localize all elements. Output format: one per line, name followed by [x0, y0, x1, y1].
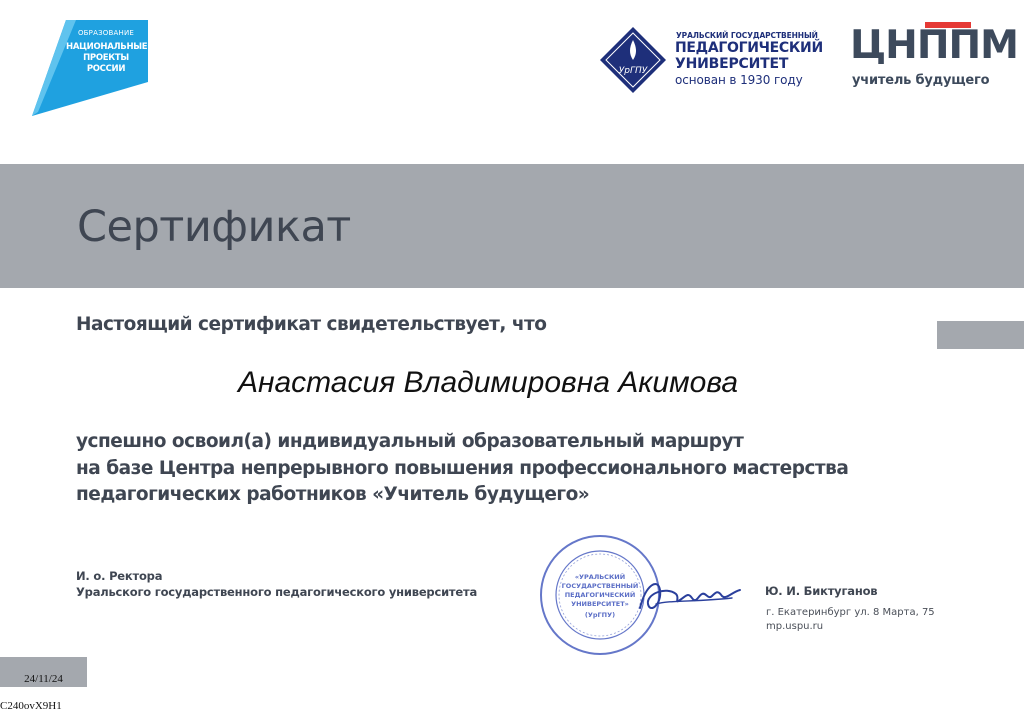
uspu-line3: УНИВЕРСИТЕТ — [675, 56, 789, 72]
svg-text:УНИВЕРСИТЕТ»: УНИВЕРСИТЕТ» — [571, 600, 629, 608]
natproj-line3: РОССИИ — [86, 64, 126, 74]
natproj-line1: НАЦИОНАЛЬНЫЕ — [66, 42, 148, 52]
certificate-body-line1: успешно освоил(а) индивидуальный образовательный маршрут — [76, 431, 744, 452]
certificate-body-line3: педагогических работников «Учитель будущего» — [76, 484, 590, 505]
uspu-founded: основан в 1930 году — [675, 73, 803, 87]
svg-text:ПЕДАГОГИЧЕСКИЙ: ПЕДАГОГИЧЕСКИЙ — [564, 591, 636, 599]
uspu-line2: ПЕДАГОГИЧЕСКИЙ — [675, 40, 823, 56]
recipient-name: Анастасия Владимировна Акимова — [237, 366, 739, 399]
natproj-top-text: ОБРАЗОВАНИЕ — [77, 29, 135, 37]
natproj-line2: ПРОЕКТЫ — [83, 53, 129, 63]
issue-date: 24/11/24 — [24, 673, 63, 685]
cnppm-tagline: учитель будущего — [852, 73, 990, 88]
svg-text:ГОСУДАРСТВЕННЫЙ: ГОСУДАРСТВЕННЫЙ — [561, 582, 639, 590]
address-text: г. Екатеринбург ул. 8 Марта, 75 — [766, 607, 935, 618]
signer-name: Ю. И. Биктуганов — [765, 584, 878, 598]
certificate-title: Сертификат — [77, 202, 351, 252]
certificate-intro: Настоящий сертификат свидетельствует, что — [76, 314, 547, 335]
svg-text:УрГПУ: УрГПУ — [618, 66, 648, 76]
svg-text:«УРАЛЬСКИЙ: «УРАЛЬСКИЙ — [574, 573, 626, 581]
website-text: mp.uspu.ru — [766, 621, 824, 632]
certificate-code: C240ovX9H1 — [0, 700, 62, 712]
decorative-side-band — [937, 321, 1024, 349]
uspu-line1: УРАЛЬСКИЙ ГОСУДАРСТВЕННЫЙ — [676, 31, 818, 40]
handwritten-signature-icon — [636, 574, 746, 620]
signer-position-line2: Уральского государственного педагогического университета — [76, 585, 478, 599]
uspu-emblem-icon — [599, 26, 667, 94]
national-projects-logo — [30, 20, 150, 118]
signer-position-line1: И. о. Ректора — [76, 569, 163, 583]
cnppm-logo: ЦНППМ — [850, 23, 1018, 68]
certificate-body-line2: на базе Центра непрерывного повышения профессионального мастерства — [76, 458, 849, 479]
svg-text:(УрГПУ): (УрГПУ) — [584, 611, 616, 619]
